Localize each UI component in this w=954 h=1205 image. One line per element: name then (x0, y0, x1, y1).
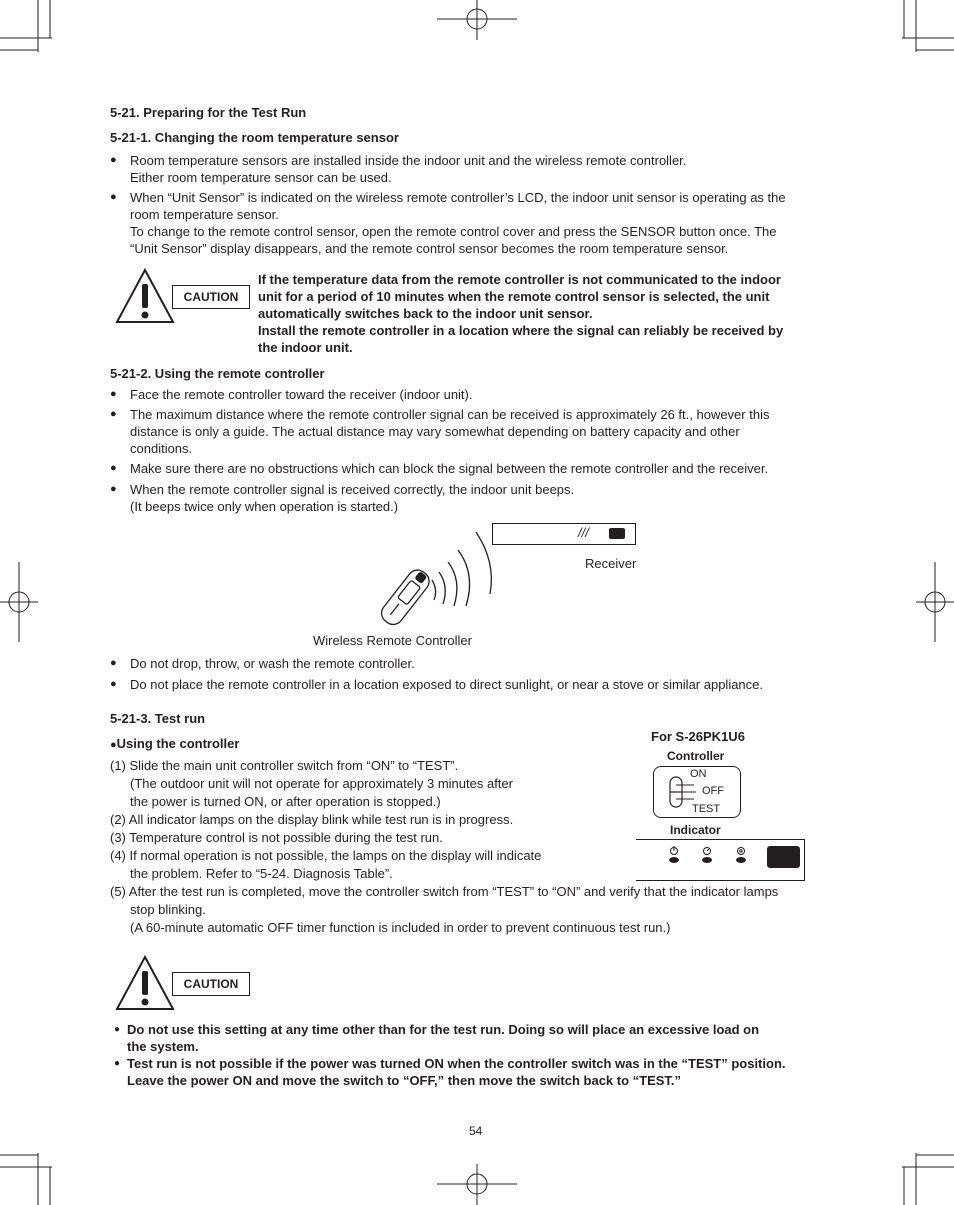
list-item: The maximum distance where the remote controller signal can be received is approximately 26 ft., however this distance is only a guide. The actual distance may vary somewhat depending on battery capacity and other conditions. (130, 407, 770, 456)
controller-switch (653, 766, 741, 818)
receiver-label: Receiver (585, 556, 637, 571)
list-item: Do not drop, throw, or wash the remote controller. (130, 656, 415, 671)
bullet-icon: ● (110, 739, 117, 751)
bullet-icon: ● (114, 1058, 121, 1069)
indicator-panel (636, 839, 805, 881)
subsection-title: 5-21-2. Using the remote controller (110, 366, 325, 381)
step-5: (5) After the test run is completed, move the controller switch from “TEST” to “ON” and verify that the indicator lamps stop blinking. (A 60-minute automatic OFF timer function is included in order to prevent continuous test run.) (110, 884, 779, 935)
caution-label: CAUTION (172, 972, 250, 996)
subheading: ●Using the controller (110, 736, 240, 751)
caution-label: CAUTION (172, 285, 250, 309)
caution-text: If the temperature data from the remote controller is not communicated to the indoor unit for a period of 10 minutes when the remote control sensor is selected, the unit automatically switches back to the indoor unit sensor. Install the remote controller in a location where the signal can reliably be received by the indoor unit. (258, 272, 784, 355)
switch-on-label: ON (690, 768, 707, 780)
step-2: (2) All indicator lamps on the display blink while test run is in progress. (110, 812, 514, 827)
warning-triangle-icon (115, 955, 175, 1011)
list-item: When “Unit Sensor” is indicated on the wireless remote controller’s LCD, the indoor unit sensor is operating as the room temperature sensor. To change to the remote control sensor, open the remote control cover and press the SENSOR button once. The “Unit Sensor” display disappears, and the remote control sensor becomes the room temperature sensor. (130, 190, 786, 256)
receiver-panel (492, 523, 636, 545)
bullet-icon: ● (110, 191, 117, 203)
bullet-icon: ● (110, 678, 117, 690)
model-label: For S-26PK1U6 (651, 729, 745, 744)
list-item: Room temperature sensors are installed inside the indoor unit and the wireless remote controller. Either room temperature sensor can be used. (130, 153, 687, 185)
subsection-title: 5-21-1. Changing the room temperature sensor (110, 130, 399, 145)
remote-controller-illustration (360, 528, 500, 634)
list-item: Face the remote controller toward the receiver (indoor unit). (130, 387, 473, 402)
list-item: When the remote controller signal is received correctly, the indoor unit beeps. (It beeps twice only when operation is started.) (130, 482, 575, 514)
bullet-icon: ● (110, 483, 117, 495)
signal-mark: /// (578, 525, 589, 540)
controller-label: Controller (667, 749, 725, 763)
bullet-icon: ● (110, 388, 117, 400)
step-1: (1) Slide the main unit controller switch from “ON” to “TEST”. (The outdoor unit will not operate for approximately 3 minutes after the power is turned ON, or after operation is stopped.) (110, 758, 513, 809)
remote-label: Wireless Remote Controller (313, 633, 472, 648)
indicator-lamps (636, 840, 804, 880)
subsection-title: 5-21-3. Test run (110, 711, 206, 726)
switch-test-label: TEST (692, 803, 721, 815)
step-4: (4) If normal operation is not possible, the lamps on the display will indicate the problem. Refer to “5-24. Diagnosis Table”. (110, 848, 542, 881)
caution-item: Test run is not possible if the power was turned ON when the controller switch was in the “TEST” position. Leave the power ON and move the switch to “OFF,” then move the switch back to “TEST.” (127, 1056, 786, 1088)
section-title: 5-21. Preparing for the Test Run (110, 105, 307, 120)
switch-off-label: OFF (702, 785, 724, 797)
receiver-window-icon (609, 528, 625, 539)
bullet-icon: ● (114, 1024, 121, 1035)
caution-item: Do not use this setting at any time other than for the test run. Doing so will place an excessive load on the system. (127, 1022, 760, 1054)
list-item: Do not place the remote controller in a location exposed to direct sunlight, or near a stove or similar appliance. (130, 677, 764, 692)
warning-triangle-icon (115, 268, 175, 324)
bullet-icon: ● (110, 657, 117, 669)
step-3: (3) Temperature control is not possible during the test run. (110, 830, 443, 845)
bullet-icon: ● (110, 408, 117, 420)
bullet-icon: ● (110, 154, 117, 166)
bullet-icon: ● (110, 462, 117, 474)
page-number: 54 (469, 1124, 483, 1138)
list-item: Make sure there are no obstructions which can block the signal between the remote controller and the receiver. (130, 461, 769, 476)
indicator-label: Indicator (670, 823, 721, 837)
